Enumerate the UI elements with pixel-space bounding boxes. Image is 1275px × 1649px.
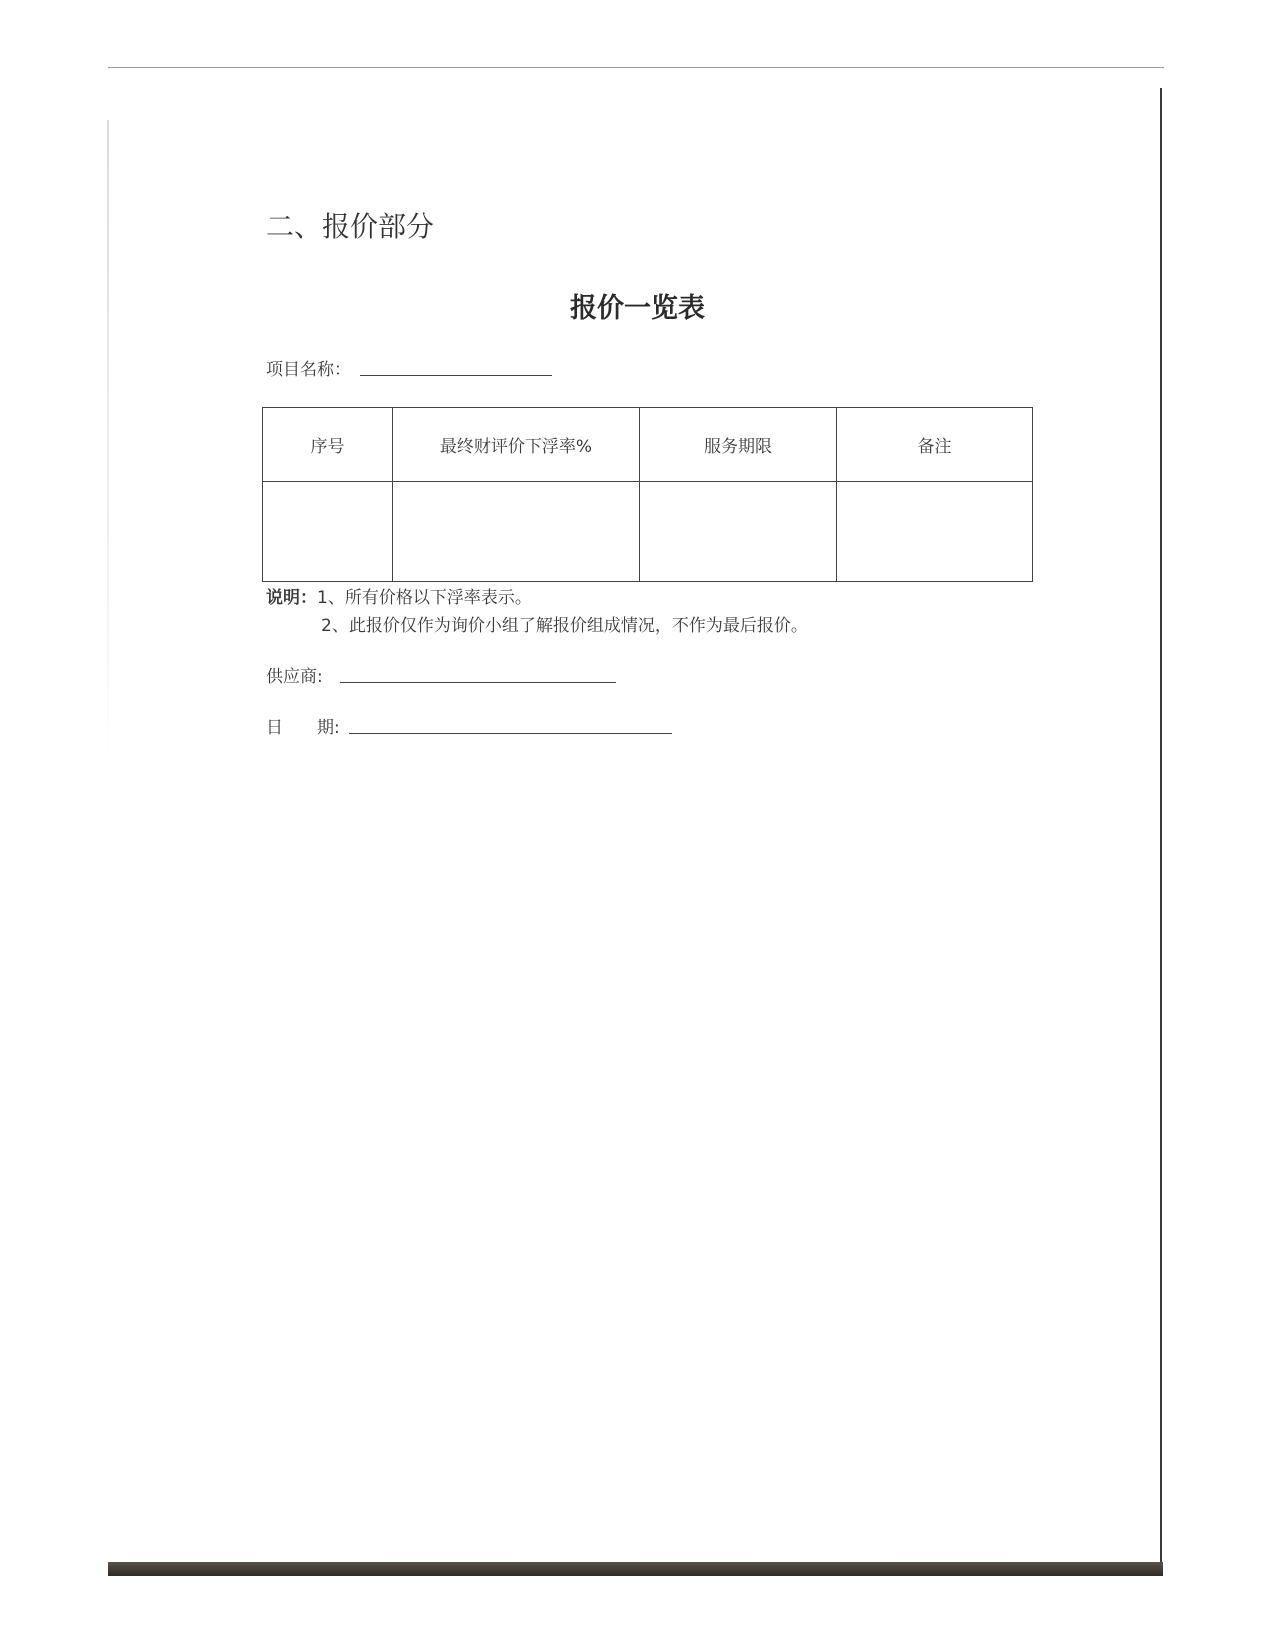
date-underline xyxy=(349,733,672,734)
document-title: 报价一览表 xyxy=(570,293,705,324)
header-serial-number: 序号 xyxy=(263,408,393,482)
notes xyxy=(266,584,808,640)
header-remarks: 备注 xyxy=(837,408,1033,482)
section-heading: 二、报价部分 xyxy=(266,210,435,243)
cell-remarks xyxy=(837,482,1033,582)
cell-service-period xyxy=(640,482,837,582)
page-bottom-edge xyxy=(108,1562,1163,1576)
page-left-edge xyxy=(107,120,109,760)
project-name-label: 项目名称： xyxy=(266,360,351,380)
cell-final-discount-rate xyxy=(393,482,640,582)
date-label-char-1: 日 xyxy=(266,718,283,738)
note-line-1 xyxy=(266,584,808,612)
cell-serial-number xyxy=(263,482,393,582)
table-row xyxy=(263,482,1033,582)
notes-label: 说明： xyxy=(266,588,317,608)
date-label xyxy=(266,713,340,738)
header-final-discount-rate: 最终财评价下浮率% xyxy=(393,408,640,482)
supplier-underline xyxy=(340,682,616,683)
supplier-label: 供应商: xyxy=(266,667,323,687)
table-header-row xyxy=(263,408,1033,482)
page-top-edge xyxy=(108,67,1164,68)
quote-table xyxy=(262,407,1033,582)
note-item-2: 2、此报价仅作为询价小组了解报价组成情况，不作为最后报价。 xyxy=(321,616,808,636)
date-label-char-2: 期: xyxy=(317,718,340,738)
project-name-underline xyxy=(360,375,552,376)
note-line-2 xyxy=(266,612,808,640)
header-service-period: 服务期限 xyxy=(640,408,837,482)
note-item-1: 1、所有价格以下浮率表示。 xyxy=(317,588,532,608)
